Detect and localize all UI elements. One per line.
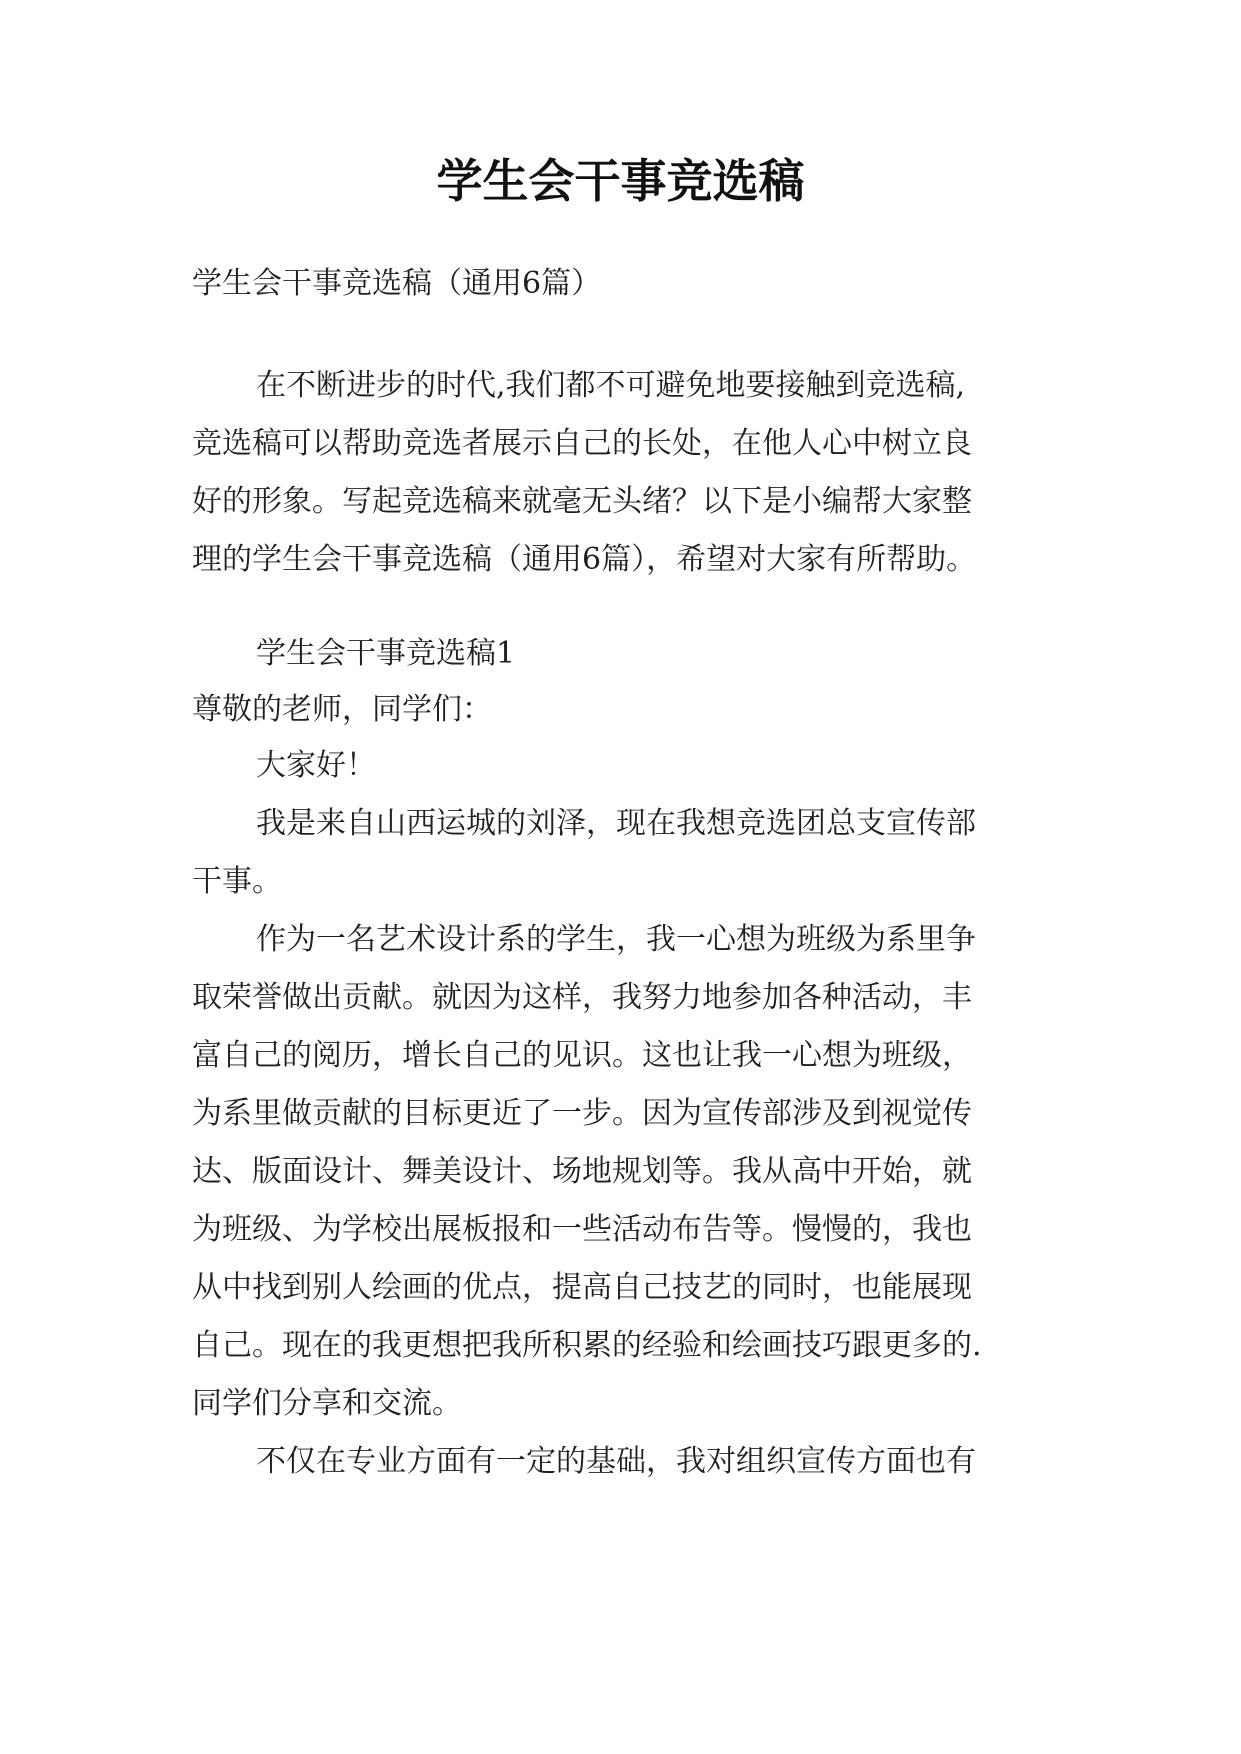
paragraph-line: 不仅在专业方面有一定的基础，我对组织宣传方面也有 — [256, 1444, 976, 1479]
paragraph-line: 同学们分享和交流。 — [192, 1386, 462, 1421]
intro-line: 在不断进步的时代,我们都不可避免地要接触到竞选稿, — [256, 368, 966, 403]
intro-line: 理的学生会干事竞选稿（通用6篇），希望对大家有所帮助。 — [192, 542, 977, 577]
paragraph-line: 自己。现在的我更想把我所积累的经验和绘画技巧跟更多的. — [192, 1328, 982, 1363]
document-title: 学生会干事竞选稿 — [436, 154, 805, 208]
paragraph-line: 干事。 — [192, 864, 282, 899]
salutation: 尊敬的老师，同学们： — [192, 692, 492, 727]
paragraph-line: 从中找到别人绘画的优点，提高自己技艺的同时，也能展现 — [192, 1270, 972, 1305]
section-heading: 学生会干事竞选稿1 — [256, 636, 516, 671]
paragraph-line: 取荣誉做出贡献。就因为这样，我努力地参加各种活动，丰 — [192, 980, 972, 1015]
paragraph-line: 我是来自山西运城的刘泽，现在我想竞选团总支宣传部 — [256, 806, 976, 841]
paragraph-line: 富自己的阅历，增长自己的见识。这也让我一心想为班级， — [192, 1038, 972, 1073]
paragraph-line: 作为一名艺术设计系的学生，我一心想为班级为系里争 — [256, 922, 976, 957]
paragraph-line: 为班级、为学校出展板报和一些活动布告等。慢慢的，我也 — [192, 1212, 972, 1247]
paragraph-line: 为系里做贡献的目标更近了一步。因为宣传部涉及到视觉传 — [192, 1096, 972, 1131]
intro-line: 好的形象。写起竞选稿来就毫无头绪？以下是小编帮大家整 — [192, 484, 972, 519]
intro-line: 竞选稿可以帮助竞选者展示自己的长处，在他人心中树立良 — [192, 426, 972, 461]
paragraph-line: 达、版面设计、舞美设计、场地规划等。我从高中开始，就 — [192, 1154, 972, 1189]
greeting: 大家好！ — [256, 748, 376, 783]
document-subtitle: 学生会干事竞选稿（通用6篇） — [192, 266, 602, 301]
